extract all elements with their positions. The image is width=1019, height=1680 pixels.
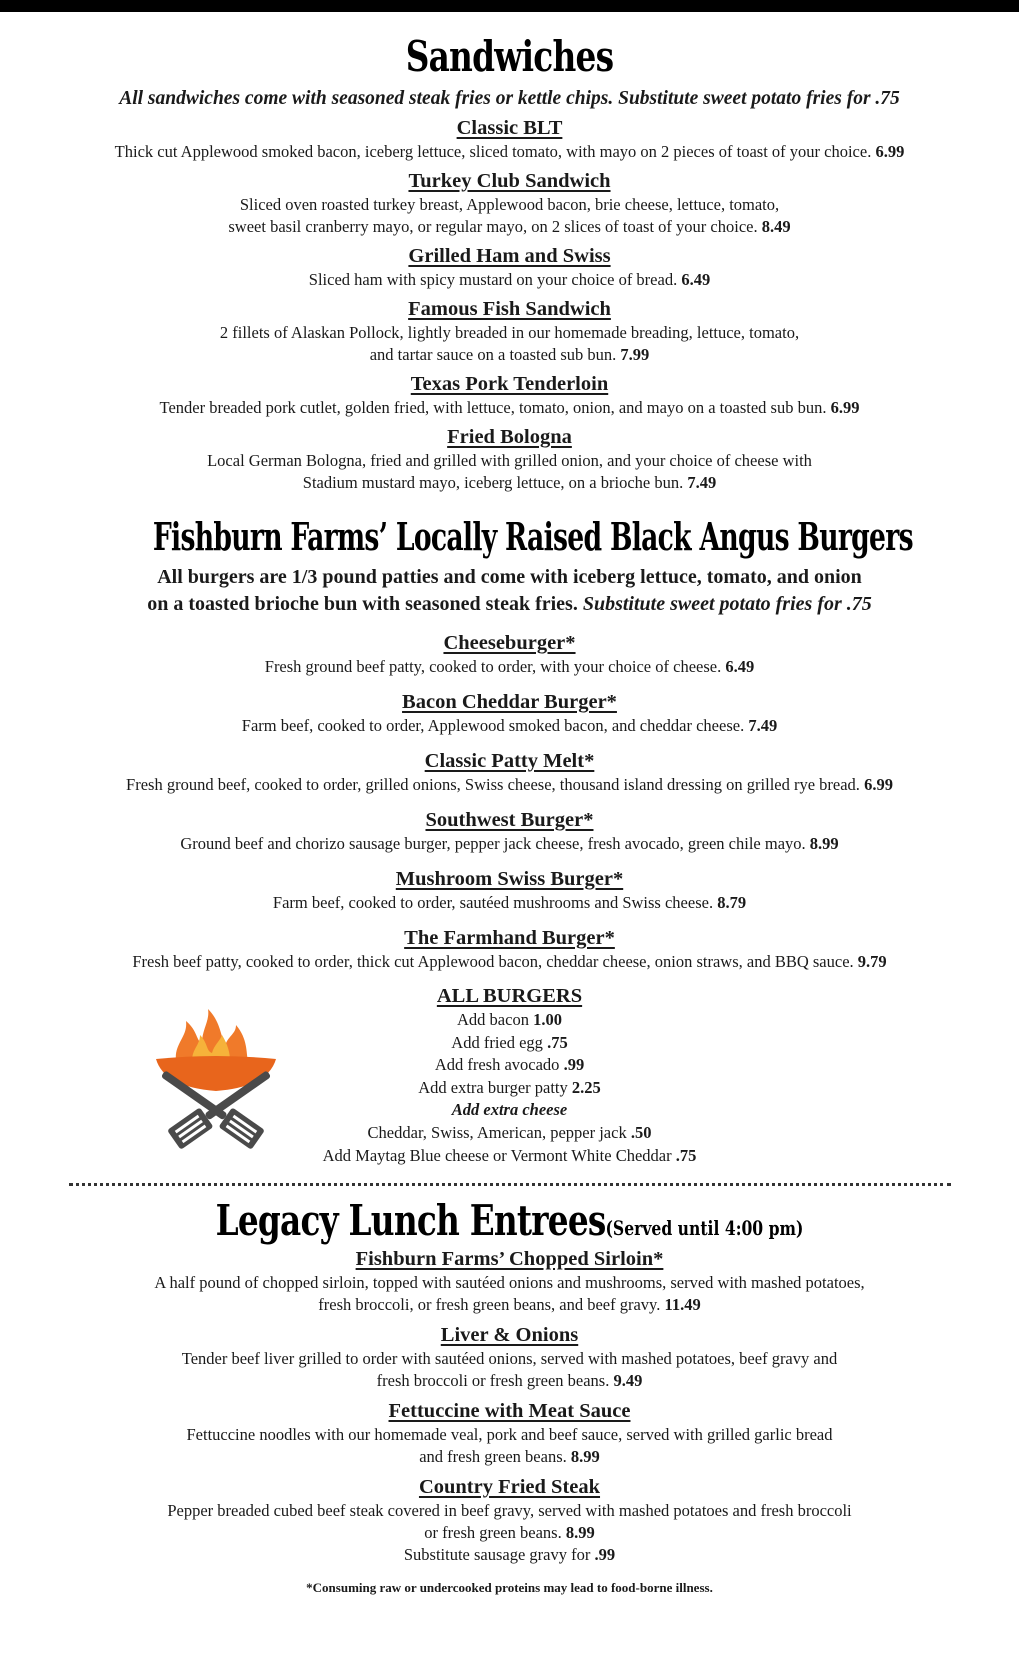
menu-item-description bbox=[0, 1348, 1019, 1370]
description-text: sweet basil cranberry mayo, or regular mayo, on 2 slices of toast of your choice. bbox=[228, 217, 762, 236]
addon-line-text: Add fresh avocado bbox=[434, 1055, 564, 1075]
menu-item-name: Fettuccine with Meat Sauce bbox=[388, 1400, 631, 1422]
addon-line bbox=[0, 1077, 1019, 1100]
menu-item-price: 8.49 bbox=[761, 217, 791, 236]
addon-line-price: 1.00 bbox=[533, 1010, 562, 1029]
description-text: Ground beef and chorizo sausage burger, pepper jack cheese, fresh avocado, green chile mayo. bbox=[180, 834, 810, 853]
addon-line bbox=[0, 1054, 1019, 1077]
cheese-line bbox=[0, 1145, 1019, 1168]
menu-item-name: Fishburn Farms’ Chopped Sirloin* bbox=[355, 1248, 664, 1270]
menu-item-price: 6.49 bbox=[681, 270, 711, 289]
menu-item-name: Mushroom Swiss Burger* bbox=[395, 868, 624, 890]
description-text: Fresh ground beef, cooked to order, grilled onions, Swiss cheese, thousand island dressing on grilled rye bread. bbox=[126, 775, 865, 794]
description-text: and tartar sauce on a toasted sub bun. bbox=[369, 345, 621, 364]
menu-item bbox=[0, 243, 1019, 291]
menu-item-description bbox=[0, 1544, 1019, 1566]
menu-item bbox=[0, 866, 1019, 914]
description-text: Fresh ground beef patty, cooked to order, with your choice of cheese. bbox=[264, 657, 726, 676]
all-burgers-addons bbox=[0, 983, 1019, 1167]
cheese-line-price: .50 bbox=[630, 1122, 652, 1142]
menu-item-name: Turkey Club Sandwich bbox=[408, 170, 611, 192]
addon-line-text: Add fried egg bbox=[451, 1032, 548, 1052]
menu-item-price: 9.79 bbox=[857, 952, 887, 971]
menu-item-description bbox=[0, 450, 1019, 472]
description-text: Fresh beef patty, cooked to order, thick cut Applewood bacon, cheddar cheese, onion straws, and BBQ sauce. bbox=[132, 952, 858, 971]
menu-item-price: .99 bbox=[594, 1545, 616, 1564]
menu-item-name: Southwest Burger* bbox=[425, 809, 594, 831]
menu-item-name: The Farmhand Burger* bbox=[404, 927, 615, 949]
menu-item bbox=[0, 1474, 1019, 1566]
dotted-divider bbox=[69, 1183, 951, 1186]
all-burgers-section bbox=[0, 983, 1019, 1175]
addon-line bbox=[0, 1009, 1019, 1032]
menu-item-description bbox=[0, 1424, 1019, 1446]
menu-item-description bbox=[0, 715, 1019, 737]
description-text: Pepper breaded cubed beef steak covered in beef gravy, served with mashed potatoes and fresh broccoli bbox=[167, 1501, 852, 1520]
burgers-intro-line2-text: on a toasted brioche bun with seasoned steak fries. bbox=[147, 593, 583, 615]
menu-item-price: 8.99 bbox=[809, 834, 839, 853]
description-text: Tender beef liver grilled to order with sautéed onions, served with mashed potatoes, beef gravy and bbox=[181, 1349, 838, 1368]
addon-line-text: Add extra burger patty bbox=[418, 1077, 572, 1097]
cheese-line-text: Add Maytag Blue cheese or Vermont White Cheddar bbox=[322, 1145, 676, 1165]
description-text: Farm beef, cooked to order, Applewood smoked bacon, and cheddar cheese. bbox=[241, 716, 749, 735]
description-text: A half pound of chopped sirloin, topped with sautéed onions and mushrooms, served with mashed potatoes, bbox=[154, 1273, 865, 1292]
description-text: or fresh green beans. bbox=[424, 1523, 566, 1542]
menu-item-description bbox=[0, 344, 1019, 366]
cheese-line-price: .75 bbox=[675, 1145, 697, 1165]
addon-line-price: .75 bbox=[547, 1032, 568, 1052]
description-text: 2 fillets of Alaskan Pollock, lightly breaded in our homemade breading, lettuce, tomato, bbox=[219, 323, 800, 342]
menu-item-price: 11.49 bbox=[664, 1295, 701, 1314]
menu-item-description bbox=[0, 1500, 1019, 1522]
addon-line-price: .99 bbox=[563, 1055, 585, 1075]
menu-item-description bbox=[0, 141, 1019, 163]
legacy-title-text: Legacy Lunch Entrees bbox=[215, 1196, 606, 1245]
description-text: fresh broccoli or fresh green beans. bbox=[376, 1371, 614, 1390]
description-text: fresh broccoli, or fresh green beans, and beef gravy. bbox=[318, 1295, 665, 1314]
sandwiches-title: Sandwiches bbox=[405, 32, 614, 81]
burgers-intro-line2 bbox=[0, 591, 1019, 618]
cheese-line bbox=[0, 1122, 1019, 1145]
burgers-intro-substitute: Substitute sweet potato fries for .75 bbox=[582, 593, 872, 615]
menu-item bbox=[0, 748, 1019, 796]
description-text: Farm beef, cooked to order, sautéed mushrooms and Swiss cheese. bbox=[272, 893, 718, 912]
menu-item-name: Grilled Ham and Swiss bbox=[408, 245, 611, 267]
burgers-intro-line1: All burgers are 1/3 pound patties and come with iceberg lettuce, tomato, and onion bbox=[157, 566, 862, 588]
addon-line-text: Add bacon bbox=[457, 1010, 534, 1029]
menu-item-name: Country Fried Steak bbox=[418, 1476, 601, 1498]
menu-item bbox=[0, 296, 1019, 366]
menu-item-description bbox=[0, 1294, 1019, 1316]
description-text: Local German Bologna, fried and grilled with grilled onion, and your choice of cheese with bbox=[207, 451, 812, 470]
all-burgers-title: ALL BURGERS bbox=[436, 985, 583, 1007]
burgers-title: Fishburn Farms’ Locally Raised Black Angus Burgers bbox=[152, 514, 913, 559]
menu-item-name: Famous Fish Sandwich bbox=[408, 298, 611, 320]
menu-item-price: 8.99 bbox=[565, 1523, 595, 1542]
menu-item-price: 8.99 bbox=[570, 1447, 600, 1466]
menu-item-price: 7.49 bbox=[748, 716, 778, 735]
sandwiches-list bbox=[0, 115, 1019, 494]
menu-item bbox=[0, 1246, 1019, 1316]
menu-item-price: 6.99 bbox=[875, 142, 905, 161]
addon-line-price: 2.25 bbox=[571, 1077, 601, 1097]
menu-item-description bbox=[0, 472, 1019, 494]
menu-item-description bbox=[0, 1522, 1019, 1544]
menu-item-name: Cheeseburger* bbox=[443, 632, 576, 654]
menu-item-price: 7.99 bbox=[620, 345, 650, 364]
menu-item-price: 8.79 bbox=[717, 893, 747, 912]
menu-item-description bbox=[0, 194, 1019, 216]
legacy-subtitle: (Served until 4:00 pm) bbox=[605, 1216, 804, 1240]
footnote: *Consuming raw or undercooked proteins may lead to food-borne illness. bbox=[306, 1580, 713, 1595]
cheese-list bbox=[0, 1122, 1019, 1167]
menu-item-description bbox=[0, 892, 1019, 914]
menu-item-description bbox=[0, 397, 1019, 419]
menu-item-name: Bacon Cheddar Burger* bbox=[402, 691, 617, 713]
menu-item bbox=[0, 371, 1019, 419]
menu-item-description bbox=[0, 1272, 1019, 1294]
description-text: Thick cut Applewood smoked bacon, iceberg lettuce, sliced tomato, with mayo on 2 pieces of toast of your choice. bbox=[114, 142, 876, 161]
burgers-list bbox=[0, 630, 1019, 973]
menu-item-name: Fried Bologna bbox=[447, 426, 572, 448]
addon-line bbox=[0, 1032, 1019, 1055]
menu-item-description bbox=[0, 774, 1019, 796]
burgers-intro bbox=[0, 564, 1019, 618]
menu-item-name: Texas Pork Tenderloin bbox=[410, 373, 609, 395]
menu-item-description bbox=[0, 951, 1019, 973]
menu-item bbox=[0, 424, 1019, 494]
menu-item-description bbox=[0, 322, 1019, 344]
menu-item bbox=[0, 925, 1019, 973]
menu-item-price: 6.99 bbox=[830, 398, 860, 417]
menu-item-price: 7.49 bbox=[687, 473, 717, 492]
sandwiches-intro: All sandwiches come with seasoned steak fries or kettle chips. Substitute sweet potato fries for .75 bbox=[119, 88, 900, 109]
description-text: Sliced ham with spicy mustard on your choice of bread. bbox=[308, 270, 682, 289]
description-text: and fresh green beans. bbox=[419, 1447, 571, 1466]
legacy-list bbox=[0, 1246, 1019, 1566]
menu-item-name: Classic BLT bbox=[456, 117, 563, 139]
menu-item-name: Liver & Onions bbox=[440, 1324, 579, 1346]
menu-item-description bbox=[0, 656, 1019, 678]
menu-item-price: 9.49 bbox=[613, 1371, 643, 1390]
menu-item-price: 6.49 bbox=[725, 657, 755, 676]
menu-item bbox=[0, 1322, 1019, 1392]
menu-item-description bbox=[0, 1370, 1019, 1392]
menu-item-price: 6.99 bbox=[864, 775, 893, 794]
cheese-line-text: Cheddar, Swiss, American, pepper jack bbox=[367, 1122, 631, 1142]
extra-cheese-heading: Add extra cheese bbox=[451, 1100, 568, 1120]
menu-item bbox=[0, 630, 1019, 678]
menu-item-name: Classic Patty Melt* bbox=[424, 750, 595, 772]
menu-item-description bbox=[0, 216, 1019, 238]
description-text: Substitute sausage gravy for bbox=[403, 1545, 595, 1564]
menu-item bbox=[0, 689, 1019, 737]
menu-page bbox=[0, 12, 1019, 1596]
legacy-title bbox=[112, 1196, 907, 1245]
menu-item-description bbox=[0, 1446, 1019, 1468]
menu-item bbox=[0, 168, 1019, 238]
menu-item-description bbox=[0, 833, 1019, 855]
addon-list bbox=[0, 1009, 1019, 1099]
description-text: Stadium mustard mayo, iceberg lettuce, on a brioche bun. bbox=[302, 473, 688, 492]
menu-item bbox=[0, 1398, 1019, 1468]
description-text: Fettuccine noodles with our homemade veal, pork and beef sauce, served with grilled garlic bread bbox=[186, 1425, 833, 1444]
menu-item bbox=[0, 807, 1019, 855]
top-border bbox=[0, 0, 1019, 12]
description-text: Tender breaded pork cutlet, golden fried, with lettuce, tomato, onion, and mayo on a toasted sub bun. bbox=[159, 398, 831, 417]
menu-item bbox=[0, 115, 1019, 163]
description-text: Sliced oven roasted turkey breast, Applewood bacon, brie cheese, lettuce, tomato, bbox=[239, 195, 780, 214]
menu-item-description bbox=[0, 269, 1019, 291]
